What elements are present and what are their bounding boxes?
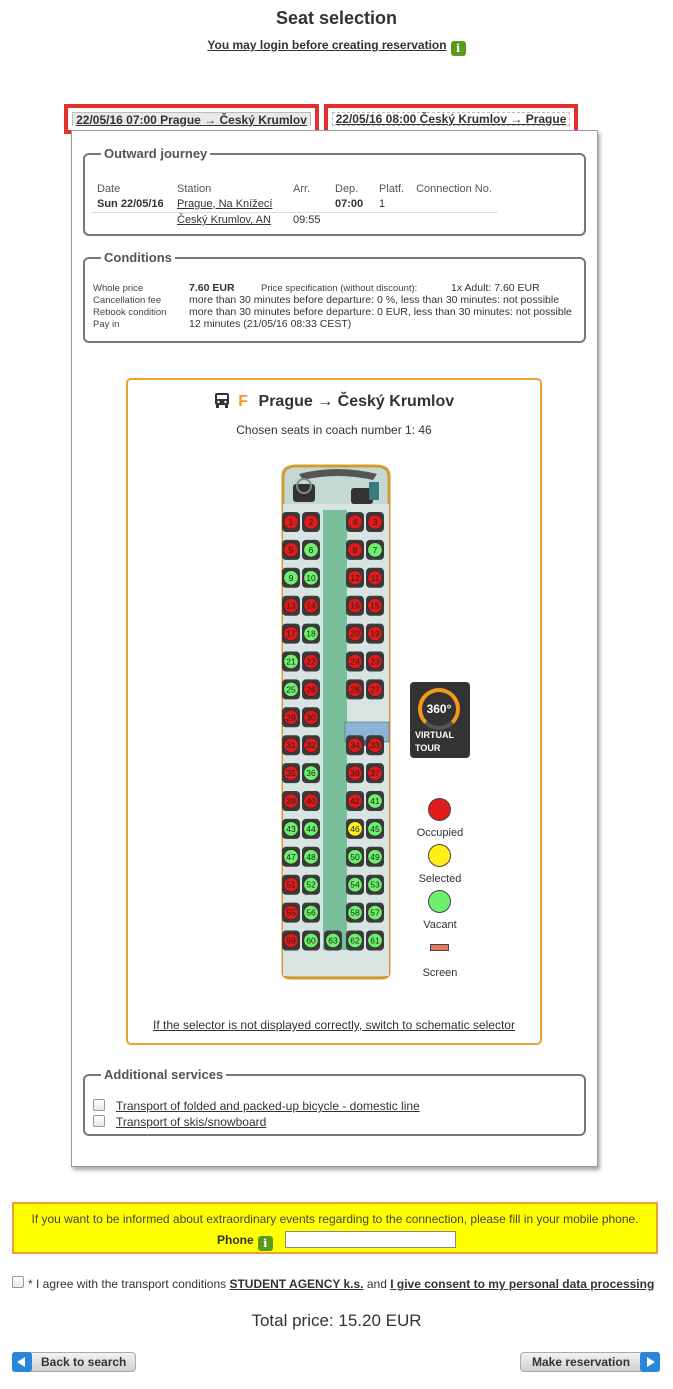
seat-46[interactable] — [346, 819, 364, 839]
row-arr — [287, 196, 329, 212]
col-arr: Arr. — [293, 182, 311, 195]
seat-1 — [282, 512, 300, 532]
vacant-legend-icon — [428, 890, 451, 913]
seat-17 — [282, 624, 300, 644]
phone-notice-text: If you want to be informed about extraordinary events regarding to the connection, please fill in your mobile phone. — [31, 1212, 639, 1226]
svg-text:36: 36 — [306, 768, 316, 779]
seat-54[interactable] — [346, 875, 364, 895]
svg-text:26: 26 — [306, 684, 316, 695]
make-reservation-button[interactable]: Make reservation — [520, 1352, 660, 1372]
bus-icon — [214, 392, 230, 408]
seat-49[interactable] — [366, 847, 384, 867]
svg-text:35: 35 — [286, 768, 296, 779]
back-to-search-button[interactable]: Back to search — [12, 1352, 136, 1372]
svg-text:40: 40 — [306, 796, 316, 806]
seat-5 — [282, 540, 300, 560]
outward-journey-legend: Outward journey — [104, 146, 208, 161]
svg-text:14: 14 — [306, 600, 316, 611]
screen-legend-icon — [430, 944, 449, 951]
svg-text:53: 53 — [370, 879, 380, 890]
seat-57[interactable] — [366, 903, 384, 923]
svg-text:49: 49 — [370, 851, 380, 862]
svg-text:10: 10 — [306, 572, 316, 583]
seat-55 — [282, 903, 300, 923]
svg-text:46: 46 — [350, 823, 360, 834]
row-date — [91, 212, 171, 228]
svg-text:28: 28 — [350, 684, 360, 695]
seat-38 — [346, 763, 364, 783]
svg-text:15: 15 — [370, 600, 380, 611]
seat-36[interactable] — [302, 763, 320, 783]
whole-price-label: Whole price — [93, 283, 144, 294]
conditions-section — [83, 250, 586, 343]
phone-label: Phone i — [217, 1233, 273, 1251]
svg-text:59: 59 — [286, 935, 296, 946]
station-link[interactable]: Český Krumlov, AN — [177, 214, 271, 227]
row-conn — [410, 212, 498, 228]
svg-text:51: 51 — [286, 879, 296, 890]
svg-text:55: 55 — [286, 907, 296, 918]
row-platf: 1 — [373, 196, 410, 212]
phone-input[interactable] — [285, 1231, 456, 1248]
seat-40 — [302, 791, 320, 811]
col-connection: Connection No. — [416, 182, 492, 195]
seat-39 — [282, 791, 300, 811]
tab-outward-label: 22/05/16 07:00 Prague → Český Krumlov — [72, 112, 311, 126]
col-dep: Dep. — [335, 182, 359, 195]
chosen-seats: Chosen seats in coach number 1: 46 — [236, 423, 432, 437]
svg-text:24: 24 — [350, 656, 360, 667]
bicycle-service-link[interactable]: Transport of folded and packed-up bicycle - domestic line — [116, 1099, 420, 1113]
svg-text:63: 63 — [328, 935, 338, 946]
svg-text:22: 22 — [306, 656, 316, 667]
svg-text:4: 4 — [352, 517, 358, 527]
seat-3 — [366, 512, 384, 532]
seat-15 — [366, 596, 384, 616]
seat-9[interactable] — [282, 568, 300, 588]
seat-14 — [302, 596, 320, 616]
svg-text:12: 12 — [350, 572, 360, 583]
schematic-selector-link[interactable]: If the selector is not displayed correctly, switch to schematic selector — [153, 1018, 515, 1032]
seat-22 — [302, 652, 320, 672]
svg-text:47: 47 — [286, 851, 296, 862]
svg-text:34: 34 — [350, 740, 360, 751]
seat-8 — [346, 540, 364, 560]
svg-text:50: 50 — [350, 851, 360, 862]
seat-20 — [346, 624, 364, 644]
svg-text:11: 11 — [370, 572, 380, 583]
fare-class-badge: F — [238, 393, 249, 410]
svg-text:57: 57 — [370, 907, 380, 918]
agree-text: * I agree with the transport conditions STUDENT AGENCY k.s. and I give consent to my personal data processing — [28, 1277, 655, 1291]
seat-26 — [302, 679, 320, 699]
seat-6[interactable] — [302, 540, 320, 560]
seat-52[interactable] — [302, 875, 320, 895]
svg-text:44: 44 — [306, 823, 316, 834]
seat-44[interactable] — [302, 819, 320, 839]
outward-journey-section — [83, 146, 586, 236]
journey-table — [91, 181, 498, 228]
virtual-tour-text: TOUR — [415, 743, 441, 753]
rebook-value: more than 30 minutes before departure: 0 EUR, less than 30 minutes: not possible — [189, 306, 572, 318]
svg-text:38: 38 — [350, 768, 360, 779]
seat-43[interactable] — [282, 819, 300, 839]
consent-link[interactable]: I give consent to my personal data processing — [390, 1277, 655, 1291]
svg-text:29: 29 — [286, 712, 296, 723]
seat-18[interactable] — [302, 624, 320, 644]
row-date: Sun 22/05/16 — [91, 196, 171, 212]
virtual-tour-text: VIRTUAL — [415, 730, 454, 740]
arrow-left-icon — [12, 1352, 32, 1372]
seat-12 — [346, 568, 364, 588]
svg-text:32: 32 — [306, 740, 316, 751]
svg-text:25: 25 — [286, 684, 296, 695]
svg-text:31: 31 — [286, 740, 296, 751]
svg-text:18: 18 — [306, 628, 316, 639]
svg-text:21: 21 — [286, 656, 296, 667]
info-icon[interactable]: i — [451, 41, 466, 56]
price-spec-value: 1x Adult: 7.60 EUR — [451, 282, 540, 294]
seat-35 — [282, 763, 300, 783]
pay-label: Pay in — [93, 319, 120, 330]
seat-21[interactable] — [282, 652, 300, 672]
svg-text:1: 1 — [288, 517, 294, 527]
svg-text:42: 42 — [350, 796, 360, 806]
cancel-value: more than 30 minutes before departure: 0 %, less than 30 minutes: not possible — [189, 294, 560, 306]
row-platf — [373, 212, 410, 228]
seat-47[interactable] — [282, 847, 300, 867]
rebook-label: Rebook condition — [93, 307, 167, 318]
selected-legend-icon — [428, 844, 451, 867]
table-row — [91, 212, 498, 228]
seat-59 — [282, 931, 300, 951]
svg-text:43: 43 — [286, 823, 296, 834]
skis-service-link[interactable]: Transport of skis/snowboard — [116, 1115, 267, 1129]
svg-text:23: 23 — [370, 656, 380, 667]
seat-28 — [346, 679, 364, 699]
seat-41[interactable] — [366, 791, 384, 811]
svg-text:3: 3 — [372, 517, 378, 527]
svg-text:39: 39 — [286, 796, 296, 806]
svg-text:56: 56 — [306, 907, 316, 918]
svg-text:16: 16 — [350, 600, 360, 611]
svg-text:19: 19 — [370, 628, 380, 639]
seat-32 — [302, 735, 320, 755]
seat-51 — [282, 875, 300, 895]
seat-11 — [366, 568, 384, 588]
row-conn — [410, 196, 498, 212]
360-icon: 360° — [418, 688, 460, 730]
svg-text:9: 9 — [288, 572, 294, 583]
seat-4 — [346, 512, 364, 532]
svg-text:45: 45 — [370, 823, 380, 834]
seat-29 — [282, 707, 300, 727]
seat-23 — [366, 652, 384, 672]
login-hint — [0, 38, 673, 56]
svg-text:13: 13 — [286, 600, 296, 611]
seat-30 — [302, 707, 320, 727]
additional-services-legend: Additional services — [104, 1067, 224, 1082]
svg-text:48: 48 — [306, 851, 316, 862]
seat-62[interactable] — [346, 931, 364, 951]
seat-56[interactable] — [302, 903, 320, 923]
seat-7[interactable] — [366, 540, 384, 560]
total-price: Total price: 15.20 EUR — [251, 1311, 422, 1330]
svg-text:41: 41 — [370, 796, 380, 806]
seat-27 — [366, 679, 384, 699]
svg-text:6: 6 — [308, 544, 314, 555]
seat-63[interactable] — [324, 931, 342, 951]
seat-37 — [366, 763, 384, 783]
tab-return-label: 22/05/16 08:00 Český Krumlov → Prague — [332, 112, 570, 126]
seat-53[interactable] — [366, 875, 384, 895]
bicycle-checkbox[interactable] — [93, 1099, 105, 1111]
virtual-tour-button[interactable] — [410, 682, 470, 758]
station-link[interactable]: Prague, Na Knížecí — [171, 196, 287, 212]
seat-selector — [126, 378, 542, 1045]
seat-2 — [302, 512, 320, 532]
screen-legend-label: Screen — [422, 967, 458, 979]
seat-48[interactable] — [302, 847, 320, 867]
transport-conditions-link[interactable]: STUDENT AGENCY k.s. — [229, 1277, 364, 1291]
info-icon[interactable]: i — [258, 1236, 273, 1251]
skis-checkbox[interactable] — [93, 1115, 105, 1127]
svg-text:58: 58 — [350, 907, 360, 918]
svg-text:8: 8 — [352, 544, 358, 555]
table-row — [91, 196, 498, 212]
svg-text:5: 5 — [288, 544, 294, 555]
svg-text:20: 20 — [350, 628, 360, 639]
pay-value: 12 minutes (21/05/16 08:33 CEST) — [189, 318, 352, 330]
arrow-right-icon — [640, 1352, 660, 1372]
seat-31 — [282, 735, 300, 755]
svg-text:37: 37 — [370, 768, 380, 779]
occupied-legend-label: Occupied — [416, 827, 464, 839]
row-dep — [329, 212, 373, 228]
seat-10[interactable] — [302, 568, 320, 588]
svg-text:7: 7 — [372, 544, 378, 555]
occupied-legend-icon — [428, 798, 451, 821]
svg-text:27: 27 — [370, 684, 380, 695]
svg-text:33: 33 — [370, 740, 380, 751]
col-date: Date — [97, 182, 121, 195]
svg-text:17: 17 — [286, 628, 296, 639]
row-dep: 07:00 — [329, 196, 373, 212]
seat-25[interactable] — [282, 679, 300, 699]
seat-34 — [346, 735, 364, 755]
seat-24 — [346, 652, 364, 672]
seat-50[interactable] — [346, 847, 364, 867]
phone-notification-box — [12, 1202, 658, 1254]
journey-table-header — [91, 181, 498, 196]
whole-price-value: 7.60 EUR — [189, 282, 235, 294]
seat-19 — [366, 624, 384, 644]
svg-text:54: 54 — [350, 879, 360, 890]
svg-text:30: 30 — [306, 712, 316, 723]
svg-text:61: 61 — [370, 935, 380, 946]
route-name: Prague → Český Krumlov — [258, 393, 455, 410]
svg-text:52: 52 — [306, 879, 316, 890]
svg-text:2: 2 — [308, 517, 314, 527]
seat-16 — [346, 596, 364, 616]
route-title — [128, 392, 540, 411]
seat-61[interactable] — [366, 931, 384, 951]
col-station: Station — [177, 182, 212, 195]
seat-60[interactable] — [302, 931, 320, 951]
seat-58[interactable] — [346, 903, 364, 923]
page-title: Seat selection — [275, 8, 398, 28]
row-arr: 09:55 — [293, 214, 321, 227]
seat-42 — [346, 791, 364, 811]
svg-text:60: 60 — [306, 935, 316, 946]
price-spec-label: Price specification (without discount): — [261, 283, 418, 294]
seat-33 — [366, 735, 384, 755]
bus-seat-map — [277, 464, 395, 980]
additional-services-section — [83, 1067, 586, 1136]
col-platf: Platf. — [379, 182, 405, 195]
vacant-legend-label: Vacant — [423, 919, 457, 931]
conditions-legend: Conditions — [104, 250, 172, 265]
seat-13 — [282, 596, 300, 616]
svg-text:62: 62 — [350, 935, 360, 946]
cancel-label: Cancellation fee — [93, 295, 162, 306]
seat-45[interactable] — [366, 819, 384, 839]
login-link[interactable]: You may login before creating reservation — [207, 38, 447, 52]
agree-checkbox[interactable] — [12, 1276, 24, 1288]
selected-legend-label: Selected — [418, 873, 462, 885]
